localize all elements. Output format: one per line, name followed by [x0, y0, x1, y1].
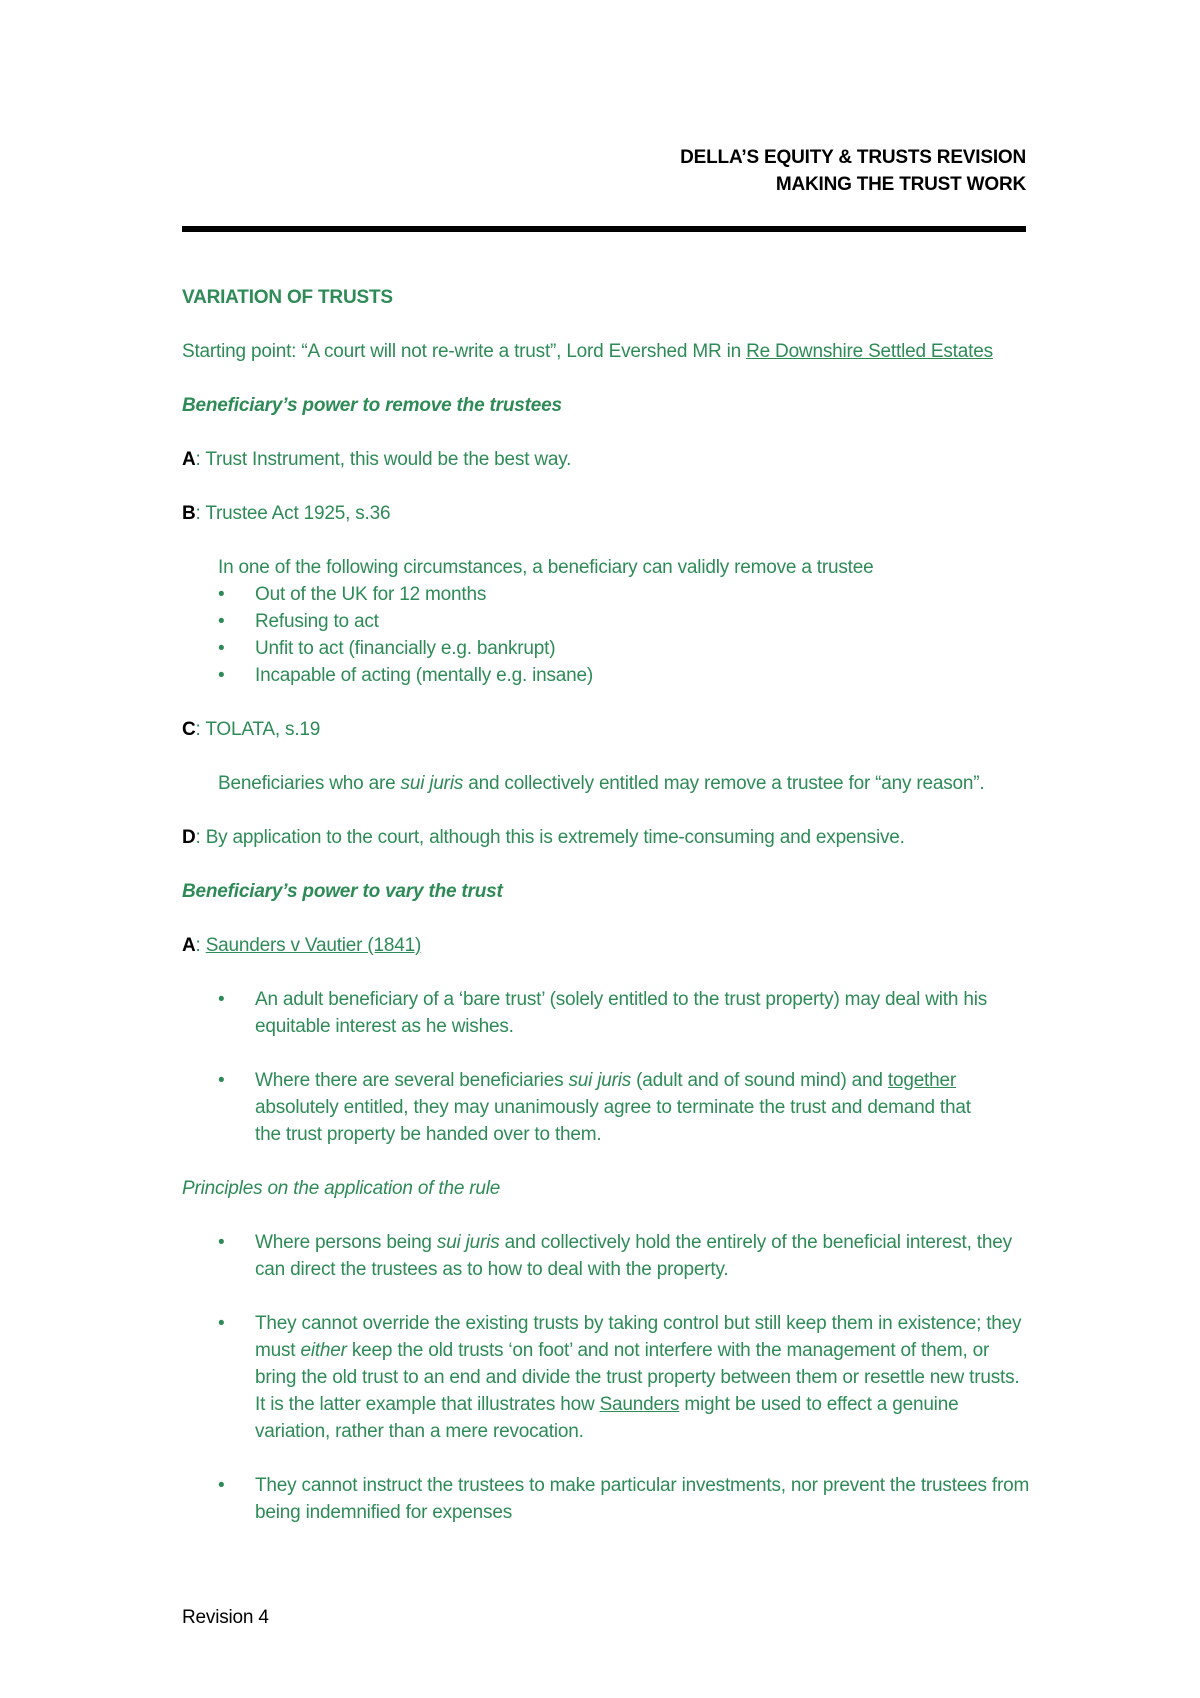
- p2-pre: Where there are several beneficiaries: [255, 1070, 569, 1091]
- bullet-glyph: •: [218, 1313, 225, 1334]
- saunders-point-2: [255, 1067, 995, 1148]
- pr2-mid: keep the old trusts ‘on foot’ and not interfere with the management of them, or bring the old trust to an end and divide the trust property between them or resettle new trusts. It is the latter example that illustrates how: [255, 1340, 1020, 1415]
- header-subtitle: MAKING THE TRUST WORK: [775, 174, 1026, 195]
- page-footer: Revision 4: [182, 1607, 269, 1628]
- bullet-glyph: •: [218, 1475, 225, 1496]
- pr2-post: might be used to effect a genuine variation, rather than a mere revocation.: [255, 1394, 959, 1442]
- bullet-glyph: •: [218, 611, 225, 632]
- remove-heading: Beneficiary’s power to remove the trustees: [182, 395, 562, 416]
- vary-heading: Beneficiary’s power to vary the trust: [182, 881, 503, 902]
- principles-heading: Principles on the application of the rule: [182, 1178, 501, 1199]
- vary-a-key: A: [182, 935, 196, 956]
- list-item: Out of the UK for 12 months: [255, 584, 487, 605]
- p2-mid: (adult and of sound mind) and: [631, 1070, 888, 1091]
- bullet-glyph: •: [218, 989, 225, 1010]
- option-c-text: : TOLATA, s.19: [195, 719, 321, 740]
- option-d-key: D: [182, 827, 196, 848]
- option-c-detail: [218, 770, 985, 797]
- p2-underline: together: [887, 1070, 956, 1091]
- option-c-key: C: [182, 719, 196, 740]
- vary-option-a: [182, 932, 421, 959]
- list-item: Incapable of acting (mentally e.g. insane): [255, 665, 594, 686]
- pr2-pre: They cannot override the existing trusts by taking control but still keep them in existence; they must: [255, 1313, 1022, 1361]
- bullet-glyph: •: [218, 665, 225, 686]
- principle-2: [255, 1310, 1030, 1445]
- c-text-post: and collectively entitled may remove a trustee for “any reason”.: [463, 773, 985, 794]
- bullet-glyph: •: [218, 1070, 225, 1091]
- option-c: [182, 716, 320, 743]
- option-b-text: : Trustee Act 1925, s.36: [195, 503, 391, 524]
- option-d-text: : By application to the court, although this is extremely time-consuming and expensive.: [195, 827, 905, 848]
- vary-a-sep: :: [195, 935, 206, 956]
- bullet-glyph: •: [218, 584, 225, 605]
- principle-1: [255, 1229, 1025, 1283]
- pr1-post: and collectively hold the entirely of the beneficial interest, they can direct the trustees as to how to deal with the property.: [255, 1232, 1012, 1280]
- section-title: VARIATION OF TRUSTS: [182, 287, 393, 308]
- principle-3: They cannot instruct the trustees to make particular investments, nor prevent the trustees from being indemnified for expenses: [255, 1475, 1030, 1523]
- option-d: [182, 824, 905, 851]
- p2-post: absolutely entitled, they may unanimously agree to terminate the trust and demand that the trust property be handed over to them.: [255, 1097, 971, 1145]
- option-b-key: B: [182, 503, 196, 524]
- case-saunders-v-vautier: Saunders v Vautier (1841): [205, 935, 422, 956]
- c-text-italic: sui juris: [400, 773, 464, 794]
- pr1-pre: Where persons being: [255, 1232, 437, 1253]
- pr2-underline: Saunders: [599, 1394, 680, 1415]
- saunders-point-1: An adult beneficiary of a ‘bare trust’ (solely entitled to the trust property) may deal with his equitable interest as he wishes.: [255, 989, 988, 1037]
- c-text-pre: Beneficiaries who are: [218, 773, 401, 794]
- starting-point-text: Starting point: “A court will not re-write a trust”, Lord Evershed MR in: [182, 341, 747, 362]
- case-re-downshire: Re Downshire Settled Estates: [746, 341, 993, 362]
- option-a: [182, 446, 571, 473]
- p2-italic: sui juris: [568, 1070, 632, 1091]
- pr2-italic: either: [300, 1340, 347, 1361]
- list-item: Unfit to act (financially e.g. bankrupt): [255, 638, 556, 659]
- bullet-glyph: •: [218, 1232, 225, 1253]
- starting-point: [182, 338, 993, 365]
- list-item: Refusing to act: [255, 611, 379, 632]
- option-b-intro: In one of the following circumstances, a beneficiary can validly remove a trustee: [218, 557, 874, 578]
- header-title: DELLA’S EQUITY & TRUSTS REVISION: [680, 147, 1026, 168]
- pr1-italic: sui juris: [436, 1232, 500, 1253]
- bullet-glyph: •: [218, 638, 225, 659]
- option-b: [182, 500, 390, 527]
- option-a-text: : Trust Instrument, this would be the best way.: [195, 449, 572, 470]
- option-a-key: A: [182, 449, 196, 470]
- header-rule: [182, 226, 1026, 232]
